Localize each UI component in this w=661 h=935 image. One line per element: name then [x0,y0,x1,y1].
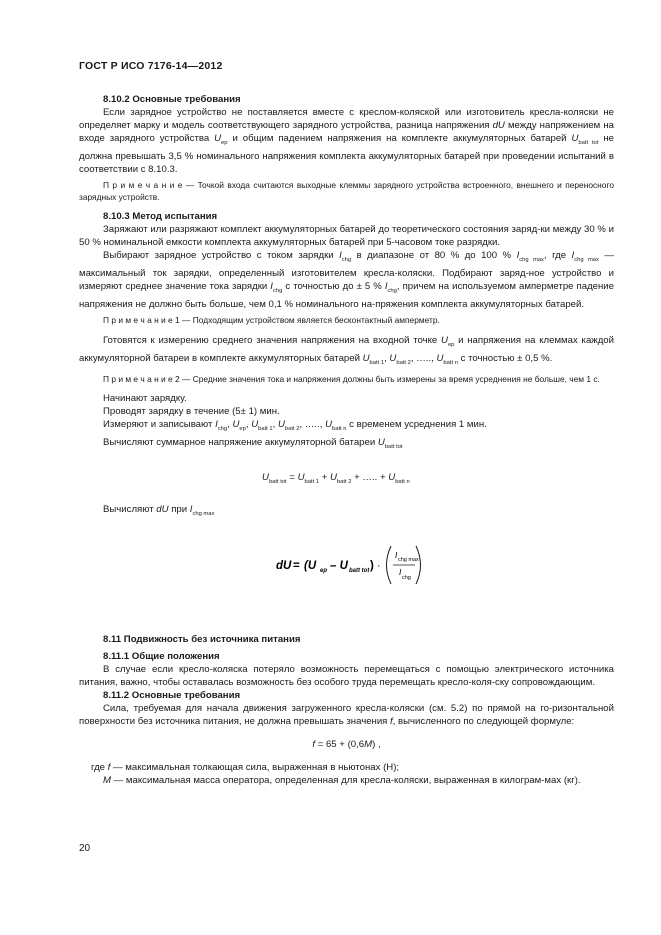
var-M: M [103,775,111,786]
paragraph-start-charge: Начинают зарядку. [103,393,187,404]
subscript: batt tot [268,479,287,485]
note-1 [79,315,614,327]
subscript: chg [341,257,352,263]
text: не должна превышать 3,5 % номинального напряжения комплекта аккумуляторных батарей при проведении испытаний в соответствии с 8.10.3. [79,133,614,175]
paragraph-8-10-3-2 [79,249,614,311]
text: с точностью ± 0,5 %. [457,352,553,364]
var-U: U [330,472,337,483]
subscript: chg [387,288,397,294]
formula-dU [79,521,614,603]
document-header: ГОСТ Р ИСО 7176-14—2012 [79,60,223,72]
formula-force [79,738,614,751]
subscript: chg max [574,257,599,263]
paragraph-8-10-2 [79,106,614,176]
text: , [272,419,278,430]
note-label: П р и м е ч а н и е [103,180,183,190]
var-I: I [189,504,193,515]
paragraph-calc-total [79,436,614,454]
text: где [91,762,108,773]
text: , [410,352,417,364]
text: с точностью до ± 5 % [282,281,385,292]
page-number: 20 [79,843,91,854]
section-heading-8-11-2: 8.11.2 Основные требования [103,690,241,701]
text: Сила, требуемая для начала движения загруженного кресла-коляски (см. 5.2) по прямой на го-ризонтальной поверхности без источника питания, не должна превышать значения [79,703,614,727]
formula-sub-ep: ep [320,568,328,574]
var-U: U [362,352,370,364]
paragraph-8-11-2 [79,702,614,728]
left-paren [387,546,392,584]
paragraph-8-11-1: В случае если кресло-коляска потеряло возможность перемещаться с помощью электрического источника питания, важно, чтобы оставалась возможность без особого труда перемещать кресло-коля-ску сопровождающим. [79,664,614,688]
text: ….. [304,419,320,430]
page-content [79,93,614,787]
section-heading-8-10-3: 8.10.3 Метод испытания [103,211,218,222]
subscript: batt 1 [369,359,385,366]
var-dU: dU [492,120,505,131]
paragraph-calc-dU [79,503,614,521]
var-U: U [277,419,285,430]
where-M [79,774,614,787]
formula-minus: – U [330,560,348,572]
var-U: U [262,472,269,483]
fraction-den-sub: chg [402,575,411,581]
subscript: batt n [395,479,410,485]
var-U: U [297,472,305,483]
text: Если зарядное устройство не поставляется вместе с креслом-коляской или изготовитель кресла-коляски не определяет марку и модель соответствующего зарядного устройства, разница напряжения [79,107,614,131]
subscript: batt 2 [284,426,300,432]
text: при [168,504,190,515]
text: , [245,419,252,430]
var-f: f [390,716,393,727]
var-f: f [312,739,316,750]
var-I: I [270,281,273,292]
section-heading-8-11-1: 8.11.1 Общие положения [103,651,220,662]
subscript: batt n [332,426,347,432]
formula-dU-block [79,521,614,603]
text: Вычисляют суммарное напряжение аккумуляторной батареи [103,437,378,448]
text: — максимальная масса оператора, определенная для кресла-коляски, выраженная в килограм-мах (кг). [111,775,581,786]
note-text: — Средние значения тока и напряжения должны быть измерены за время усреднения не больше, чем 1 с. [179,373,600,384]
text: , [299,419,305,430]
text: , где [543,250,572,261]
var-U: U [325,419,332,430]
text: и напряжения на клеммах каждой аккумуляторной батареи в комплекте аккумуляторных батарей [79,334,614,364]
paragraph-8-10-3-1: Заряжают или разряжают комплект аккумуляторных батарей до теоретического состояния заряд-ки между 30 % и 50 % номинальной емкости комплекта аккумуляторных батарей при 5-часовом токе разрядки. [79,224,614,248]
subscript: batt tot [578,140,599,146]
var-I: I [384,281,388,292]
where-f [79,761,614,774]
fraction-num-sub: chg max [398,557,419,563]
right-paren [416,546,421,584]
paragraph-charge-duration: Проводят зарядку в течение (5± 1) мин. [103,406,280,417]
text: и общим падением напряжения на комплекте аккумуляторных батарей [227,133,572,144]
var-U: U [571,133,579,144]
var-U: U [377,437,385,448]
var-U: U [214,133,222,144]
text: Готовятся к измерению среднего значения напряжения на входной точке [103,334,442,346]
formula-open: (U [304,560,317,572]
note-label: П р и м е ч а н и е 1 [103,315,180,325]
text: ) , [372,739,381,750]
text: , [431,352,437,364]
text: , [319,419,326,430]
text: в диапазоне от 80 % до 100 % [351,250,517,261]
subscript: batt 1 [258,426,273,432]
var-dU: dU [156,504,169,515]
subscript: chg max [192,511,215,517]
var-f: f [107,762,111,773]
subscript: ep [239,426,246,432]
fraction-den-I: I [399,567,402,577]
var-U: U [436,352,444,364]
note-8-10-2 [79,180,614,203]
formula-close: ) [370,560,374,572]
note-text: — Подходящим устройством является бесконтактный амперметр. [179,315,440,325]
formula-dU-lhs: dU [276,560,292,572]
text: + [319,472,330,483]
subscript: batt 2 [336,479,352,485]
note-label: П р и м е ч а н и е 2 [103,373,180,384]
section-heading-8-10-2: 8.10.2 Основные требования [103,94,241,105]
text: + [351,472,363,483]
formula-dot: · [377,560,381,572]
text: = 65 + (0,6 [315,739,365,750]
text: = [286,472,298,483]
paragraph-measure-record [79,418,614,436]
text: , [384,352,390,364]
text: Вычисляют [103,504,157,515]
paragraph-8-10-3-3 [79,334,614,370]
var-M: M [364,739,373,750]
fraction-num-I: I [395,550,398,560]
text: — максимальный ток зарядки, определенный изготовителем кресла-коляски. Подбирают заряд-ное устройство и измеряют среднее значение тока зарядки [79,250,614,292]
section-heading-8-11: 8.11 Подвижность без источника питания [103,634,301,645]
text: , причем на используемом амперметре падение напряжения не должно быть больше, чем 0,1 % номинального на-пряжения комплекта аккумуляторных батарей. [79,281,614,310]
formula-sub-batt-tot: batt tot [349,568,370,574]
var-I: I [215,419,218,430]
formula-total-voltage [79,471,614,489]
subscript: chg max [519,257,544,263]
text: , [227,419,233,430]
formula-eq: = [293,560,300,572]
note-text: — Точкой входа считаются выходные клеммы зарядного устройства встроенного, внешнего и переносного зарядных устройств. [79,180,614,202]
subscript: chg [272,288,283,294]
text: между напряжением на входе зарядного устройства [79,120,615,144]
note-2 [79,374,614,386]
var-I: I [571,250,575,261]
subscript: batt tot [384,444,403,450]
var-U: U [389,352,397,364]
var-I: I [339,250,342,261]
subscript: batt 1 [304,479,320,485]
var-U: U [232,419,240,430]
var-U: U [441,334,448,346]
subscript: ep [221,140,228,146]
text: — максимальная толкающая сила, выраженная в ньютонах (Н); [110,762,400,773]
text: ….. [416,352,432,364]
var-I: I [516,250,520,261]
text: Измеряют и записывают [103,419,216,430]
text: Выбирают зарядное устройство с током зарядки [103,250,340,261]
subscript: batt 2 [396,359,411,366]
subscript: batt n [443,359,458,366]
subscript: chg [217,426,228,432]
var-U: U [388,472,396,483]
text: , вычисленного по следующей формуле: [392,716,575,727]
subscript: ep [447,341,455,348]
var-U: U [251,419,259,430]
text: ….. + [362,472,389,483]
text: с временем усреднения 1 мин. [346,419,487,430]
